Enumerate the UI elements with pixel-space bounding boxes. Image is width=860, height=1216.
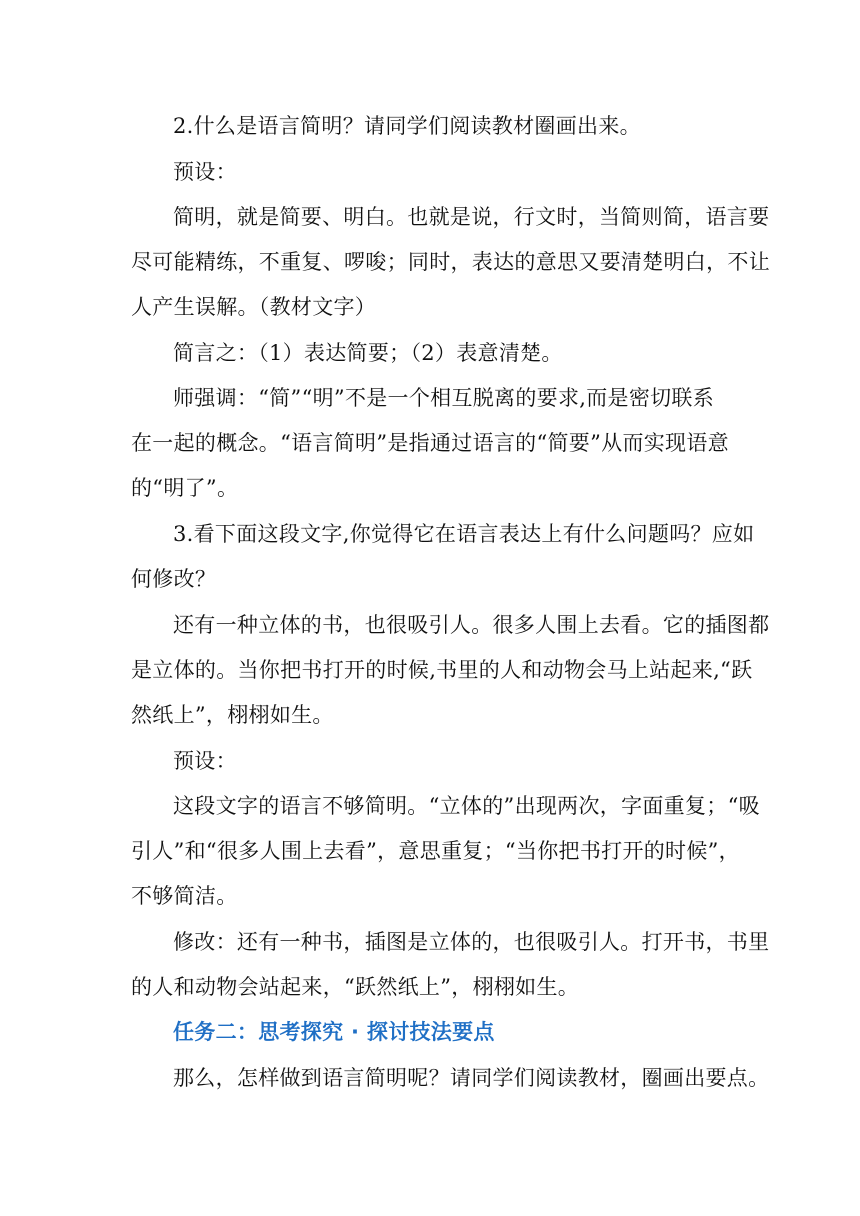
text-line: 的人和动物会站起来，“跃然纸上”，栩栩如生。 (131, 975, 580, 999)
text-line: 修改：还有一种书，插图是立体的，也很吸引人。打开书，书里 (173, 930, 770, 954)
preset-label (131, 150, 743, 195)
text-line: 3.看下面这段文字,你觉得它在语言表达上有什么问题吗？应如 (173, 522, 755, 546)
question-2-paragraph (131, 104, 743, 149)
closing-question-paragraph (131, 1056, 770, 1101)
text-line: 人产生误解。（教材文字） (131, 295, 377, 319)
text-line: 尽可能精练，不重复、啰唆；同时，表达的意思又要清楚明白，不让 (131, 250, 770, 274)
text-line: 预设： (173, 160, 237, 184)
text-line: 不够简洁。 (131, 884, 238, 908)
text-line: 是立体的。当你把书打开的时候,书里的人和动物会马上站起来,“跃 (131, 658, 753, 682)
section-heading: 任务二：思考探究 · 探讨技法要点 (173, 1020, 495, 1044)
teacher-emphasis-paragraph (131, 376, 743, 511)
text-line: 然纸上”，栩栩如生。 (131, 703, 334, 727)
summary-paragraph (131, 331, 743, 376)
text-line: 预设： (173, 749, 237, 773)
text-line: 简明，就是简要、明白。也就是说，行文时，当简则简，语言要 (173, 205, 770, 229)
text-line: 的“明了”。 (131, 476, 239, 500)
text-line: 师强调：“简”“明”不是一个相互脱离的要求,而是密切联系 (173, 386, 715, 410)
analysis-paragraph (131, 784, 760, 919)
text-line: 这段文字的语言不够简明。“立体的”出现两次，字面重复；“吸 (173, 794, 760, 818)
text-line: 还有一种立体的书，也很吸引人。很多人围上去看。它的插图都 (173, 613, 770, 637)
question-3-paragraph (131, 512, 755, 602)
definition-paragraph (131, 195, 770, 330)
text-line: 简言之：（1）表达简要；（2）表意清楚。 (173, 341, 563, 365)
revision-paragraph (131, 920, 770, 1010)
task-heading (131, 1010, 743, 1055)
text-line: 2.什么是语言简明？请同学们阅读教材圈画出来。 (173, 114, 641, 138)
text-line: 在一起的概念。“语言简明”是指通过语言的“简要”从而实现语意 (131, 431, 729, 455)
text-line: 何修改？ (131, 567, 217, 591)
preset-label (131, 739, 743, 784)
example-passage (131, 603, 770, 738)
text-line: 引人”和“很多人围上去看”，意思重复；“当你把书打开的时候”， (131, 839, 740, 863)
text-line: 那么，怎样做到语言简明呢？请同学们阅读教材，圈画出要点。 (173, 1066, 770, 1090)
